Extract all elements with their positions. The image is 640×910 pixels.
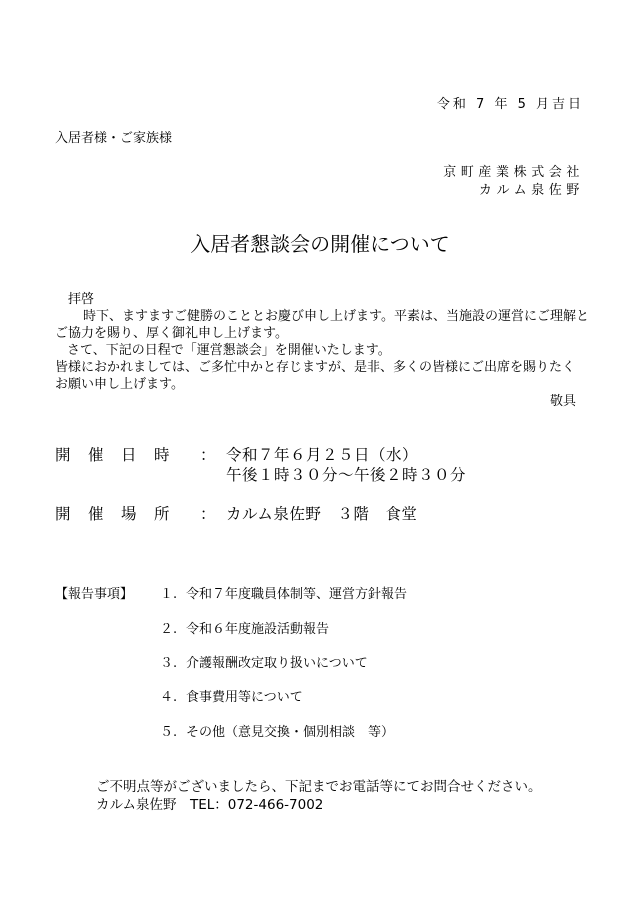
place-label: 開催場所 bbox=[55, 505, 188, 523]
paragraph-1-line-1: 時下、ますますご健勝のこととお慶び申し上げます。平素は、当施設の運営にご理解と bbox=[83, 309, 589, 324]
report-item bbox=[160, 686, 303, 705]
recipient: 入居者様・ご家族様 bbox=[55, 131, 173, 146]
report-item-text: その他（意見交換・個別相談 等） bbox=[186, 725, 395, 740]
paragraph-2-line-1: さて、下記の日程で「運営懇談会」を開催いたします。 bbox=[67, 343, 391, 358]
sender-facility: カルム泉佐野 bbox=[478, 183, 584, 198]
report-item-text: 令和６年度施設活動報告 bbox=[186, 622, 330, 637]
paragraph-1-line-2: ご協力を賜り、厚く御礼申し上げます。 bbox=[55, 326, 288, 341]
report-item-text: 食事費用等について bbox=[186, 690, 303, 705]
greeting-closing: 敬具 bbox=[549, 394, 576, 409]
datetime-colon: ： bbox=[200, 446, 216, 464]
contact-phone: カルム泉佐野 TEL：072-466-7002 bbox=[96, 797, 324, 813]
paragraph-2-line-3: お願い申し上げます。 bbox=[55, 377, 184, 392]
report-item-number: ３. bbox=[160, 656, 178, 671]
datetime-label: 開催日時 bbox=[55, 446, 188, 464]
place-colon: ： bbox=[200, 505, 216, 523]
report-item bbox=[160, 618, 329, 637]
greeting-opening: 拝啓 bbox=[68, 292, 95, 307]
contact-note: ご不明点等がございましたら、下記までお電話等にてお問合せください。 bbox=[96, 779, 542, 795]
event-time: 午後１時３０分～午後２時３０分 bbox=[226, 466, 467, 484]
event-place: カルム泉佐野 ３階 食堂 bbox=[226, 505, 418, 523]
report-item bbox=[160, 583, 407, 602]
report-item-number: ４. bbox=[160, 690, 178, 705]
report-item-text: 令和７年度職員体制等、運営方針報告 bbox=[186, 587, 408, 602]
sender-company: 京町産業株式会社 bbox=[443, 165, 584, 180]
event-date: 令和７年６月２５日（水） bbox=[226, 446, 419, 464]
report-item-number: ２. bbox=[160, 622, 178, 637]
report-item-text: 介護報酬改定取り扱いについて bbox=[186, 656, 368, 671]
report-header: 【報告事項】 bbox=[55, 587, 134, 602]
report-item-number: １. bbox=[160, 587, 178, 602]
document-title: 入居者懇談会の開催について bbox=[190, 232, 450, 256]
report-item bbox=[160, 652, 368, 671]
paragraph-2-line-2: 皆様におかれましては、ご多忙中かと存じますが、是非、多くの皆様にご出席を賜りたく bbox=[55, 360, 576, 375]
issue-date: 令和 7 年 5 月吉日 bbox=[436, 97, 584, 112]
report-item-number: ５. bbox=[160, 725, 178, 740]
report-item bbox=[160, 721, 394, 740]
